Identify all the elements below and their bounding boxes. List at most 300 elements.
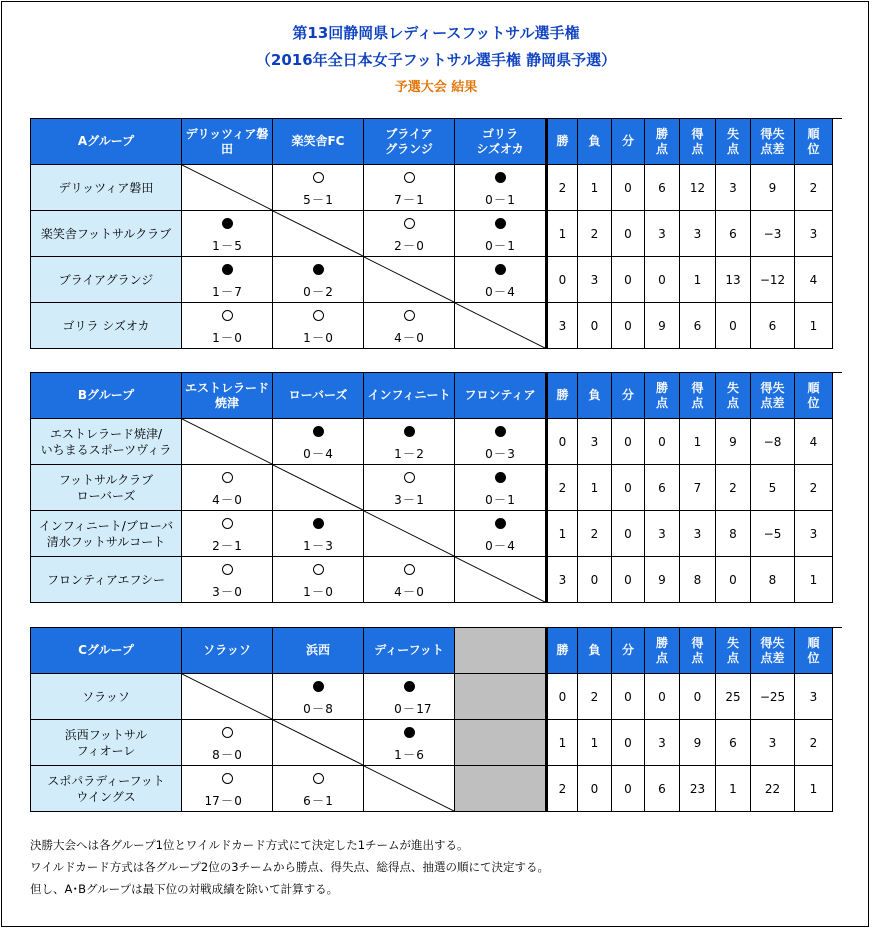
stat-value: 1 <box>578 165 612 211</box>
group-table <box>30 118 842 349</box>
match-score <box>182 239 272 253</box>
match-score <box>273 585 363 599</box>
score-for: 1 <box>212 239 220 253</box>
score-for: 1 <box>394 447 402 461</box>
stat-header: 順 位 <box>795 373 833 419</box>
stat-value: 0 <box>645 419 680 465</box>
match-score <box>273 794 363 808</box>
match-score <box>182 493 272 507</box>
score-for: 3 <box>394 493 402 507</box>
score-dash: － <box>311 585 324 599</box>
match-score <box>364 193 454 207</box>
loss-dot-icon <box>455 218 545 232</box>
opponent-header: ディーフット <box>364 628 455 674</box>
match-result <box>364 419 455 465</box>
match-result <box>273 511 364 557</box>
team-name: 浜西フットサル フィオーレ <box>31 720 182 766</box>
stat-value: 2 <box>795 165 833 211</box>
stat-value: 6 <box>645 165 680 211</box>
score-dash: － <box>493 193 506 207</box>
score-against: 0 <box>416 331 424 345</box>
stat-value: 2 <box>546 465 578 511</box>
score-dash: － <box>493 539 506 553</box>
match-result <box>273 165 364 211</box>
score-against: 1 <box>507 239 515 253</box>
win-circle-icon <box>273 564 363 578</box>
match-result <box>455 165 546 211</box>
score-dash: － <box>402 447 415 461</box>
group-name-header: Cグループ <box>31 628 182 674</box>
match-score <box>364 493 454 507</box>
score-for: 0 <box>485 447 493 461</box>
stat-value: 0 <box>546 257 578 303</box>
win-circle-icon <box>273 172 363 186</box>
stat-value: 8 <box>716 511 751 557</box>
opponent-header: ゴリラ シズオカ <box>455 119 546 165</box>
empty-cell <box>455 766 546 812</box>
stat-value: 0 <box>612 165 645 211</box>
stat-value: 2 <box>716 465 751 511</box>
stat-value: 0 <box>716 303 751 349</box>
stat-header: 負 <box>578 628 612 674</box>
note-line: 決勝大会へは各グループ1位とワイルドカード方式にて決定した1チームが進出する。 <box>30 838 469 852</box>
score-dash: － <box>311 331 324 345</box>
score-dash: － <box>311 447 324 461</box>
match-score <box>182 748 272 762</box>
stat-value: 25 <box>716 674 751 720</box>
loss-dot-icon <box>273 426 363 440</box>
stat-header: 順 位 <box>795 119 833 165</box>
stat-header: 失 点 <box>716 373 751 419</box>
stat-value: 1 <box>546 211 578 257</box>
team-name: フットサルクラブ ローバーズ <box>31 465 182 511</box>
stat-value: 9 <box>645 303 680 349</box>
score-against: 4 <box>325 447 333 461</box>
match-result <box>455 465 546 511</box>
stat-value: 1 <box>716 766 751 812</box>
team-name: ソラッソ <box>31 674 182 720</box>
stat-value: 13 <box>716 257 751 303</box>
stat-value: 9 <box>645 557 680 603</box>
score-against: 0 <box>234 748 242 762</box>
score-for: 6 <box>303 794 311 808</box>
score-for: 4 <box>394 331 402 345</box>
score-for: 17 <box>204 794 220 808</box>
stat-value: 0 <box>578 766 612 812</box>
score-dash: － <box>220 748 233 762</box>
opponent-header: エストレラード 焼津 <box>182 373 273 419</box>
stat-value: 3 <box>680 511 716 557</box>
score-dash: － <box>311 539 324 553</box>
notes <box>30 834 549 900</box>
stat-value: 3 <box>546 557 578 603</box>
score-dash: － <box>402 239 415 253</box>
win-circle-icon <box>182 310 272 324</box>
score-dash: － <box>220 794 233 808</box>
note-line: 但し、A･Bグループは最下位の対戦成績を除いて計算する。 <box>30 882 339 896</box>
stat-value: 1 <box>680 419 716 465</box>
opponent-header: 浜西 <box>273 628 364 674</box>
stat-header: 得 点 <box>680 119 716 165</box>
opponent-header: デリッツィア磐田 <box>182 119 273 165</box>
stat-value: 12 <box>680 165 716 211</box>
empty-cell <box>455 720 546 766</box>
stat-header: 勝 <box>546 373 578 419</box>
score-against: 1 <box>507 193 515 207</box>
stat-header: 順 位 <box>795 628 833 674</box>
stat-value: 3 <box>751 720 795 766</box>
score-for: 0 <box>485 539 493 553</box>
match-result <box>182 511 273 557</box>
self-match-cell <box>182 419 273 465</box>
score-for: 4 <box>394 585 402 599</box>
score-against: 0 <box>234 794 242 808</box>
stat-value: 1 <box>795 303 833 349</box>
stat-value: 0 <box>612 557 645 603</box>
score-for: 0 <box>303 447 311 461</box>
match-score <box>182 794 272 808</box>
opponent-header: フロンティア <box>455 373 546 419</box>
score-against: 3 <box>325 539 333 553</box>
score-against: 2 <box>416 447 424 461</box>
stat-value: 1 <box>680 257 716 303</box>
group-name-header: Bグループ <box>31 373 182 419</box>
score-dash: － <box>311 285 324 299</box>
score-for: 1 <box>303 331 311 345</box>
score-dash: － <box>402 193 415 207</box>
match-result <box>273 766 364 812</box>
stat-header: 分 <box>612 373 645 419</box>
score-for: 7 <box>394 193 402 207</box>
win-circle-icon <box>182 773 272 787</box>
stat-value: 0 <box>612 211 645 257</box>
match-score <box>455 493 545 507</box>
score-dash: － <box>402 331 415 345</box>
score-dash: － <box>220 585 233 599</box>
title-line-2: （2016年全日本女子フットサル選手権 静岡県予選） <box>255 51 617 69</box>
stat-value: 0 <box>612 511 645 557</box>
match-score <box>182 285 272 299</box>
self-match-cell <box>364 511 455 557</box>
stat-value: 0 <box>716 557 751 603</box>
note-line: ワイルドカード方式は各グループ2位の3チームから勝点、得失点、総得点、抽選の順にて決定する。 <box>30 860 550 874</box>
score-dash: － <box>220 239 233 253</box>
stat-value: 3 <box>645 211 680 257</box>
stat-value: 2 <box>578 674 612 720</box>
loss-dot-icon <box>273 518 363 532</box>
score-against: 5 <box>234 239 242 253</box>
loss-dot-icon <box>455 264 545 278</box>
match-result <box>273 674 364 720</box>
match-score <box>182 585 272 599</box>
stat-header: 分 <box>612 119 645 165</box>
team-name: フロンティアエフシー <box>31 557 182 603</box>
stat-header: 得失 点差 <box>751 373 795 419</box>
score-against: 1 <box>507 493 515 507</box>
score-dash: － <box>402 702 415 716</box>
score-against: 1 <box>416 193 424 207</box>
stat-value: 9 <box>680 720 716 766</box>
score-against: 3 <box>507 447 515 461</box>
stat-value: 6 <box>716 211 751 257</box>
match-result <box>182 557 273 603</box>
group-table <box>30 627 842 812</box>
score-against: 0 <box>325 585 333 599</box>
loss-dot-icon <box>455 518 545 532</box>
stat-value: 9 <box>751 165 795 211</box>
score-for: 1 <box>212 331 220 345</box>
score-against: 17 <box>416 702 432 716</box>
stat-value: 0 <box>546 674 578 720</box>
match-result <box>273 557 364 603</box>
match-result <box>182 211 273 257</box>
opponent-header: ソラッソ <box>182 628 273 674</box>
match-result <box>364 720 455 766</box>
score-for: 0 <box>485 193 493 207</box>
stat-value: 3 <box>680 211 716 257</box>
score-for: 1 <box>303 539 311 553</box>
win-circle-icon <box>364 172 454 186</box>
loss-dot-icon <box>455 172 545 186</box>
score-against: 0 <box>416 585 424 599</box>
opponent-header: ブライア グランジ <box>364 119 455 165</box>
match-result <box>364 165 455 211</box>
score-for: 8 <box>212 748 220 762</box>
win-circle-icon <box>364 218 454 232</box>
match-result <box>273 257 364 303</box>
stat-value: 0 <box>645 674 680 720</box>
stat-value: 0 <box>546 419 578 465</box>
stat-value: −8 <box>751 419 795 465</box>
score-for: 0 <box>303 702 311 716</box>
stat-value: 0 <box>578 557 612 603</box>
win-circle-icon <box>364 564 454 578</box>
match-score <box>455 193 545 207</box>
match-score <box>273 331 363 345</box>
stat-header: 失 点 <box>716 119 751 165</box>
title-line-3: 予選大会 結果 <box>394 80 478 95</box>
match-score <box>182 539 272 553</box>
loss-dot-icon <box>364 727 454 741</box>
stat-header: 分 <box>612 628 645 674</box>
match-result <box>364 557 455 603</box>
score-for: 1 <box>303 585 311 599</box>
win-circle-icon <box>182 472 272 486</box>
match-score <box>273 193 363 207</box>
stat-value: 0 <box>680 674 716 720</box>
score-against: 0 <box>234 585 242 599</box>
stat-header: 勝 点 <box>645 373 680 419</box>
score-dash: － <box>402 748 415 762</box>
match-result <box>364 674 455 720</box>
score-dash: － <box>402 585 415 599</box>
win-circle-icon <box>273 310 363 324</box>
stat-header: 勝 <box>546 628 578 674</box>
stat-value: 7 <box>680 465 716 511</box>
stat-value: −12 <box>751 257 795 303</box>
match-result <box>455 211 546 257</box>
loss-dot-icon <box>182 218 272 232</box>
score-for: 0 <box>485 239 493 253</box>
score-dash: － <box>311 794 324 808</box>
score-dash: － <box>311 702 324 716</box>
loss-dot-icon <box>364 681 454 695</box>
score-against: 0 <box>234 331 242 345</box>
team-name: スポパラディーフット ウイングス <box>31 766 182 812</box>
score-for: 5 <box>303 193 311 207</box>
stat-value: 3 <box>645 511 680 557</box>
stat-header: 得失 点差 <box>751 119 795 165</box>
match-score <box>364 702 454 716</box>
score-dash: － <box>220 285 233 299</box>
win-circle-icon <box>364 472 454 486</box>
stat-value: −3 <box>751 211 795 257</box>
score-against: 1 <box>325 794 333 808</box>
score-for: 0 <box>485 285 493 299</box>
match-result <box>455 419 546 465</box>
stat-value: 5 <box>751 465 795 511</box>
match-score <box>455 239 545 253</box>
opponent-header: ローバーズ <box>273 373 364 419</box>
score-dash: － <box>220 331 233 345</box>
win-circle-icon <box>273 773 363 787</box>
stat-value: 0 <box>612 419 645 465</box>
score-against: 0 <box>325 331 333 345</box>
score-for: 2 <box>212 539 220 553</box>
match-result <box>273 303 364 349</box>
loss-dot-icon <box>273 264 363 278</box>
score-against: 0 <box>234 493 242 507</box>
match-result <box>364 465 455 511</box>
score-against: 0 <box>416 239 424 253</box>
score-dash: － <box>493 493 506 507</box>
score-dash: － <box>493 285 506 299</box>
score-dash: － <box>311 193 324 207</box>
stat-value: 0 <box>612 766 645 812</box>
match-score <box>364 447 454 461</box>
stat-value: 2 <box>795 465 833 511</box>
stat-value: 3 <box>795 211 833 257</box>
stat-value: 0 <box>612 257 645 303</box>
stat-header: 得 点 <box>680 373 716 419</box>
match-score <box>455 447 545 461</box>
empty-header-cell <box>455 628 546 674</box>
stat-value: 0 <box>612 303 645 349</box>
score-dash: － <box>220 539 233 553</box>
match-result <box>273 419 364 465</box>
stat-value: 4 <box>795 257 833 303</box>
match-score <box>273 539 363 553</box>
stat-value: 3 <box>795 674 833 720</box>
match-score <box>273 285 363 299</box>
match-result <box>182 303 273 349</box>
match-score <box>364 239 454 253</box>
stat-value: 0 <box>645 257 680 303</box>
score-against: 4 <box>507 285 515 299</box>
score-against: 1 <box>234 539 242 553</box>
self-match-cell <box>182 674 273 720</box>
stat-header: 負 <box>578 373 612 419</box>
stat-value: 2 <box>546 165 578 211</box>
team-name: デリッツィア磐田 <box>31 165 182 211</box>
stat-value: 6 <box>751 303 795 349</box>
opponent-header: 楽笑舎FC <box>273 119 364 165</box>
win-circle-icon <box>182 564 272 578</box>
stat-value: 0 <box>578 303 612 349</box>
stat-value: 6 <box>645 766 680 812</box>
loss-dot-icon <box>455 472 545 486</box>
stat-value: 2 <box>546 766 578 812</box>
win-circle-icon <box>182 518 272 532</box>
score-against: 7 <box>234 285 242 299</box>
score-dash: － <box>402 493 415 507</box>
title-line-1: 第13回静岡県レディースフットサル選手権 <box>292 24 580 42</box>
score-for: 2 <box>394 239 402 253</box>
stat-value: 2 <box>578 511 612 557</box>
self-match-cell <box>364 766 455 812</box>
match-score <box>273 702 363 716</box>
win-circle-icon <box>182 727 272 741</box>
stat-value: 1 <box>795 557 833 603</box>
stat-header: 負 <box>578 119 612 165</box>
team-name: ゴリラ シズオカ <box>31 303 182 349</box>
self-match-cell <box>455 557 546 603</box>
stat-value: 3 <box>546 303 578 349</box>
stat-value: 3 <box>795 511 833 557</box>
stat-value: 1 <box>578 465 612 511</box>
stat-value: 22 <box>751 766 795 812</box>
stat-value: 23 <box>680 766 716 812</box>
self-match-cell <box>182 165 273 211</box>
score-for: 4 <box>212 493 220 507</box>
stat-header: 失 点 <box>716 628 751 674</box>
group-table <box>30 372 842 603</box>
match-score <box>364 331 454 345</box>
score-against: 1 <box>416 493 424 507</box>
match-result <box>455 511 546 557</box>
stat-value: 1 <box>546 511 578 557</box>
score-for: 0 <box>485 493 493 507</box>
stat-value: −5 <box>751 511 795 557</box>
stat-header: 得失 点差 <box>751 628 795 674</box>
match-result <box>182 465 273 511</box>
score-for: 1 <box>394 748 402 762</box>
team-name: 楽笑舎フットサルクラブ <box>31 211 182 257</box>
loss-dot-icon <box>364 426 454 440</box>
stat-value: −25 <box>751 674 795 720</box>
stat-value: 6 <box>645 465 680 511</box>
self-match-cell <box>273 465 364 511</box>
self-match-cell <box>273 211 364 257</box>
empty-cell <box>455 674 546 720</box>
stat-value: 1 <box>795 766 833 812</box>
score-for: 0 <box>303 285 311 299</box>
match-result <box>364 303 455 349</box>
stat-value: 3 <box>578 419 612 465</box>
team-name: インフィニート/ブローバ 清水フットサルコート <box>31 511 182 557</box>
stat-value: 6 <box>716 720 751 766</box>
stat-value: 8 <box>751 557 795 603</box>
match-result <box>455 257 546 303</box>
score-dash: － <box>493 239 506 253</box>
stat-value: 0 <box>612 674 645 720</box>
group-name-header: Aグループ <box>31 119 182 165</box>
match-result <box>182 257 273 303</box>
stat-value: 0 <box>612 465 645 511</box>
stat-value: 8 <box>680 557 716 603</box>
stat-value: 6 <box>680 303 716 349</box>
score-dash: － <box>493 447 506 461</box>
